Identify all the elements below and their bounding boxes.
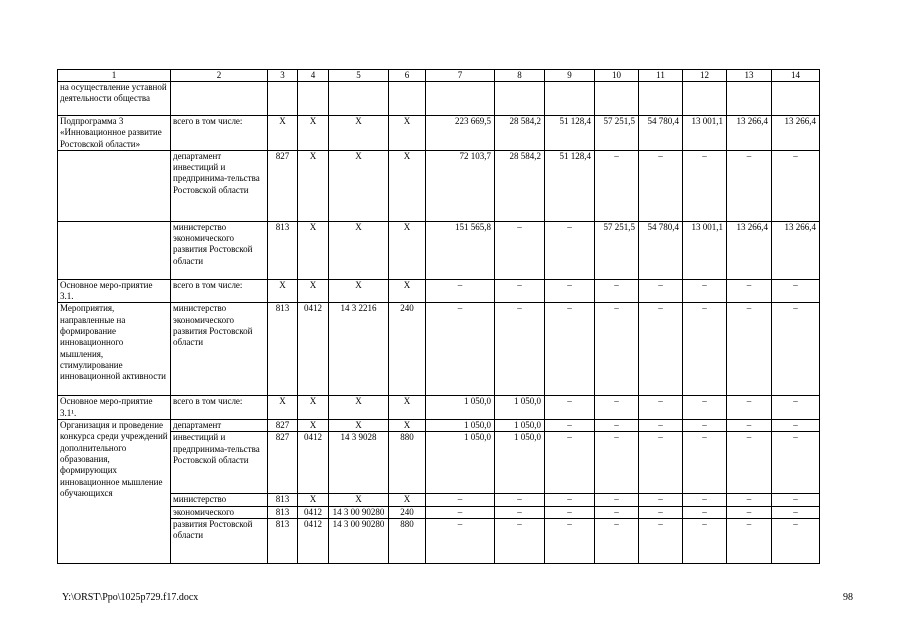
table-cell: 1 050,0 xyxy=(426,396,495,420)
table-cell: – xyxy=(426,518,495,563)
table-cell: – xyxy=(772,494,820,506)
table-cell: Х xyxy=(298,150,329,221)
table-cell: Организация и проведение конкурса среди учреждений дополнительного образования, формирующих инновационное мышление обучающихся xyxy=(58,420,171,564)
table-cell: экономического xyxy=(171,506,268,518)
table-cell: – xyxy=(495,303,545,396)
table-cell: – xyxy=(545,396,595,420)
table-cell: – xyxy=(595,396,639,420)
table-cell: – xyxy=(495,518,545,563)
column-number: 4 xyxy=(298,70,329,82)
table-cell: – xyxy=(727,150,772,221)
table-cell: – xyxy=(545,279,595,303)
table-cell: министерство xyxy=(171,494,268,506)
table-row xyxy=(58,221,820,279)
table-cell: – xyxy=(772,420,820,432)
table-cell: Х xyxy=(329,494,389,506)
table-row xyxy=(58,116,820,151)
table-cell: департамент инвестиций и предпринима-тельства Ростовской области xyxy=(171,150,268,221)
table-cell: – xyxy=(727,506,772,518)
table-cell: – xyxy=(683,494,727,506)
table-cell: Х xyxy=(329,150,389,221)
table-cell: Х xyxy=(298,279,329,303)
table-cell: – xyxy=(639,396,683,420)
table-cell xyxy=(298,82,329,116)
table-cell: 880 xyxy=(389,432,426,494)
table-cell: – xyxy=(727,432,772,494)
table-cell: всего в том числе: xyxy=(171,279,268,303)
table-cell: 51 128,4 xyxy=(545,150,595,221)
table-cell: 827 xyxy=(268,432,298,494)
table-cell: – xyxy=(683,420,727,432)
table-cell: 813 xyxy=(268,506,298,518)
table-cell: – xyxy=(495,506,545,518)
table-cell: – xyxy=(595,420,639,432)
table-cell: – xyxy=(727,420,772,432)
column-number: 2 xyxy=(171,70,268,82)
table-cell: 813 xyxy=(268,303,298,396)
table-cell: – xyxy=(639,506,683,518)
table-row xyxy=(58,150,820,221)
table-cell: Х xyxy=(389,150,426,221)
table-cell: 57 251,5 xyxy=(595,116,639,151)
footer-file-path: Y:\ORST\Ppo\1025p729.f17.docx xyxy=(62,592,199,603)
table-cell: 54 780,4 xyxy=(639,221,683,279)
table-cell: 1 050,0 xyxy=(495,396,545,420)
table-cell: инвестиций и предпринима-тельства Ростовской области xyxy=(171,432,268,494)
table-cell: 13 266,4 xyxy=(727,116,772,151)
table-cell xyxy=(727,82,772,116)
table-cell: – xyxy=(727,303,772,396)
table-cell: – xyxy=(595,279,639,303)
table-row xyxy=(58,279,820,303)
column-number: 7 xyxy=(426,70,495,82)
column-number: 1 xyxy=(58,70,171,82)
table-cell: Х xyxy=(329,279,389,303)
table-cell: 1 050,0 xyxy=(495,432,545,494)
table-cell: – xyxy=(727,279,772,303)
table-cell: Х xyxy=(389,420,426,432)
table-cell: 827 xyxy=(268,420,298,432)
table-row xyxy=(58,396,820,420)
table-cell: – xyxy=(772,303,820,396)
table-cell: – xyxy=(727,494,772,506)
table-cell: Х xyxy=(298,420,329,432)
table-cell: Х xyxy=(298,396,329,420)
table-cell: – xyxy=(772,396,820,420)
table-cell: – xyxy=(595,432,639,494)
column-number: 12 xyxy=(683,70,727,82)
table-cell: развития Ростовской области xyxy=(171,518,268,563)
table-cell: – xyxy=(639,432,683,494)
table-cell: 0412 xyxy=(298,506,329,518)
table-cell: всего в том числе: xyxy=(171,396,268,420)
column-number: 8 xyxy=(495,70,545,82)
table-cell: Х xyxy=(298,116,329,151)
column-number: 3 xyxy=(268,70,298,82)
table-cell: 0412 xyxy=(298,303,329,396)
table-cell xyxy=(772,82,820,116)
table-cell: 0412 xyxy=(298,432,329,494)
table-cell xyxy=(545,82,595,116)
table-cell: – xyxy=(426,494,495,506)
table-cell: 880 xyxy=(389,518,426,563)
table-cell: – xyxy=(495,221,545,279)
table-cell: министерство экономического развития Ростовской области xyxy=(171,303,268,396)
table-cell: – xyxy=(683,303,727,396)
table-cell: 14 3 00 90280 xyxy=(329,506,389,518)
table-cell xyxy=(268,82,298,116)
table-cell: – xyxy=(683,150,727,221)
table-cell xyxy=(58,150,171,221)
table-cell: 813 xyxy=(268,494,298,506)
table-cell: 1 050,0 xyxy=(495,420,545,432)
table-row xyxy=(58,518,820,563)
table-cell: 72 103,7 xyxy=(426,150,495,221)
table-cell: 14 3 00 90280 xyxy=(329,518,389,563)
table-cell: – xyxy=(426,303,495,396)
column-number: 13 xyxy=(727,70,772,82)
table-cell: – xyxy=(727,396,772,420)
table-cell xyxy=(595,82,639,116)
table-cell: 827 xyxy=(268,150,298,221)
table-cell: – xyxy=(639,494,683,506)
table-cell: – xyxy=(639,150,683,221)
table-cell: – xyxy=(727,518,772,563)
table-cell: 28 584,2 xyxy=(495,116,545,151)
table-cell: всего в том числе: xyxy=(171,116,268,151)
table-cell xyxy=(426,82,495,116)
table-cell: – xyxy=(545,432,595,494)
table-cell: 240 xyxy=(389,303,426,396)
budget-table xyxy=(57,69,820,564)
table-cell: Подпрограмма 3 «Инновационное развитие Ростовской области» xyxy=(58,116,171,151)
table-cell: 813 xyxy=(268,221,298,279)
table-cell: Х xyxy=(389,396,426,420)
table-cell xyxy=(683,82,727,116)
table-cell: Х xyxy=(329,116,389,151)
table-cell: Основное меро-приятие 3.1. xyxy=(58,279,171,303)
table-cell: – xyxy=(545,221,595,279)
table-cell: 13 266,4 xyxy=(772,116,820,151)
table-cell: – xyxy=(683,506,727,518)
table-cell: Мероприятия, направленные на формирование инновационного мышления, стимулирование инновационной активности xyxy=(58,303,171,396)
table-row xyxy=(58,420,820,432)
table-row xyxy=(58,494,820,506)
column-number: 5 xyxy=(329,70,389,82)
table-cell: – xyxy=(595,518,639,563)
table-cell xyxy=(329,82,389,116)
table-cell xyxy=(171,82,268,116)
table-cell: 813 xyxy=(268,518,298,563)
table-row xyxy=(58,506,820,518)
table-cell: – xyxy=(772,150,820,221)
column-number: 11 xyxy=(639,70,683,82)
table-cell: – xyxy=(595,506,639,518)
table-cell: – xyxy=(495,494,545,506)
footer-page-number: 98 xyxy=(843,592,853,603)
table-cell: Х xyxy=(389,116,426,151)
table-cell: – xyxy=(772,432,820,494)
table-cell: Х xyxy=(329,221,389,279)
table-cell: Х xyxy=(329,396,389,420)
table-cell: Х xyxy=(389,494,426,506)
table-cell: – xyxy=(595,494,639,506)
table-row xyxy=(58,432,820,494)
table-cell: Х xyxy=(298,221,329,279)
column-number: 6 xyxy=(389,70,426,82)
table-cell xyxy=(639,82,683,116)
table-cell: Х xyxy=(389,221,426,279)
table-cell xyxy=(495,82,545,116)
table-cell: 13 001,1 xyxy=(683,221,727,279)
table-cell: 54 780,4 xyxy=(639,116,683,151)
table-cell: 14 3 2216 xyxy=(329,303,389,396)
table-cell: – xyxy=(595,150,639,221)
table-cell: – xyxy=(595,303,639,396)
table-cell: 28 584,2 xyxy=(495,150,545,221)
table-cell: министерство экономического развития Ростовской области xyxy=(171,221,268,279)
table-cell: – xyxy=(639,279,683,303)
table-cell: Х xyxy=(389,279,426,303)
table-cell: 13 266,4 xyxy=(727,221,772,279)
table-cell: Х xyxy=(268,279,298,303)
table-cell: – xyxy=(426,279,495,303)
table-cell: – xyxy=(639,420,683,432)
table-cell: 13 001,1 xyxy=(683,116,727,151)
table-cell: 0412 xyxy=(298,518,329,563)
table-cell xyxy=(58,221,171,279)
table-cell: – xyxy=(639,518,683,563)
table-cell: – xyxy=(639,303,683,396)
table-cell: Х xyxy=(268,116,298,151)
table-cell: 223 669,5 xyxy=(426,116,495,151)
table-cell: – xyxy=(772,518,820,563)
table-row xyxy=(58,82,820,116)
table-cell: – xyxy=(495,279,545,303)
table-cell: – xyxy=(545,494,595,506)
table-cell: 1 050,0 xyxy=(426,420,495,432)
table-cell: – xyxy=(772,279,820,303)
table-cell: 51 128,4 xyxy=(545,116,595,151)
table-cell: Основное меро-приятие 3.1¹. xyxy=(58,396,171,420)
table-cell: – xyxy=(772,506,820,518)
table-cell: – xyxy=(683,432,727,494)
table-cell: 1 050,0 xyxy=(426,432,495,494)
table-cell: департамент xyxy=(171,420,268,432)
table-cell: – xyxy=(426,506,495,518)
column-number: 10 xyxy=(595,70,639,82)
table-cell: – xyxy=(683,518,727,563)
header-row xyxy=(58,70,820,82)
table-cell: 13 266,4 xyxy=(772,221,820,279)
table-cell: 240 xyxy=(389,506,426,518)
table-cell: – xyxy=(545,518,595,563)
table-cell: – xyxy=(683,279,727,303)
table-cell: Х xyxy=(298,494,329,506)
table-cell: – xyxy=(545,506,595,518)
table-cell: на осуществление уставной деятельности общества xyxy=(58,82,171,116)
table-cell: – xyxy=(545,420,595,432)
column-number: 9 xyxy=(545,70,595,82)
column-number: 14 xyxy=(772,70,820,82)
table-row xyxy=(58,303,820,396)
table-cell: 14 3 9028 xyxy=(329,432,389,494)
table-cell: – xyxy=(545,303,595,396)
table-cell: – xyxy=(683,396,727,420)
table-cell: Х xyxy=(268,396,298,420)
table-cell xyxy=(389,82,426,116)
table-cell: 57 251,5 xyxy=(595,221,639,279)
table-cell: 151 565,8 xyxy=(426,221,495,279)
table-cell: Х xyxy=(329,420,389,432)
